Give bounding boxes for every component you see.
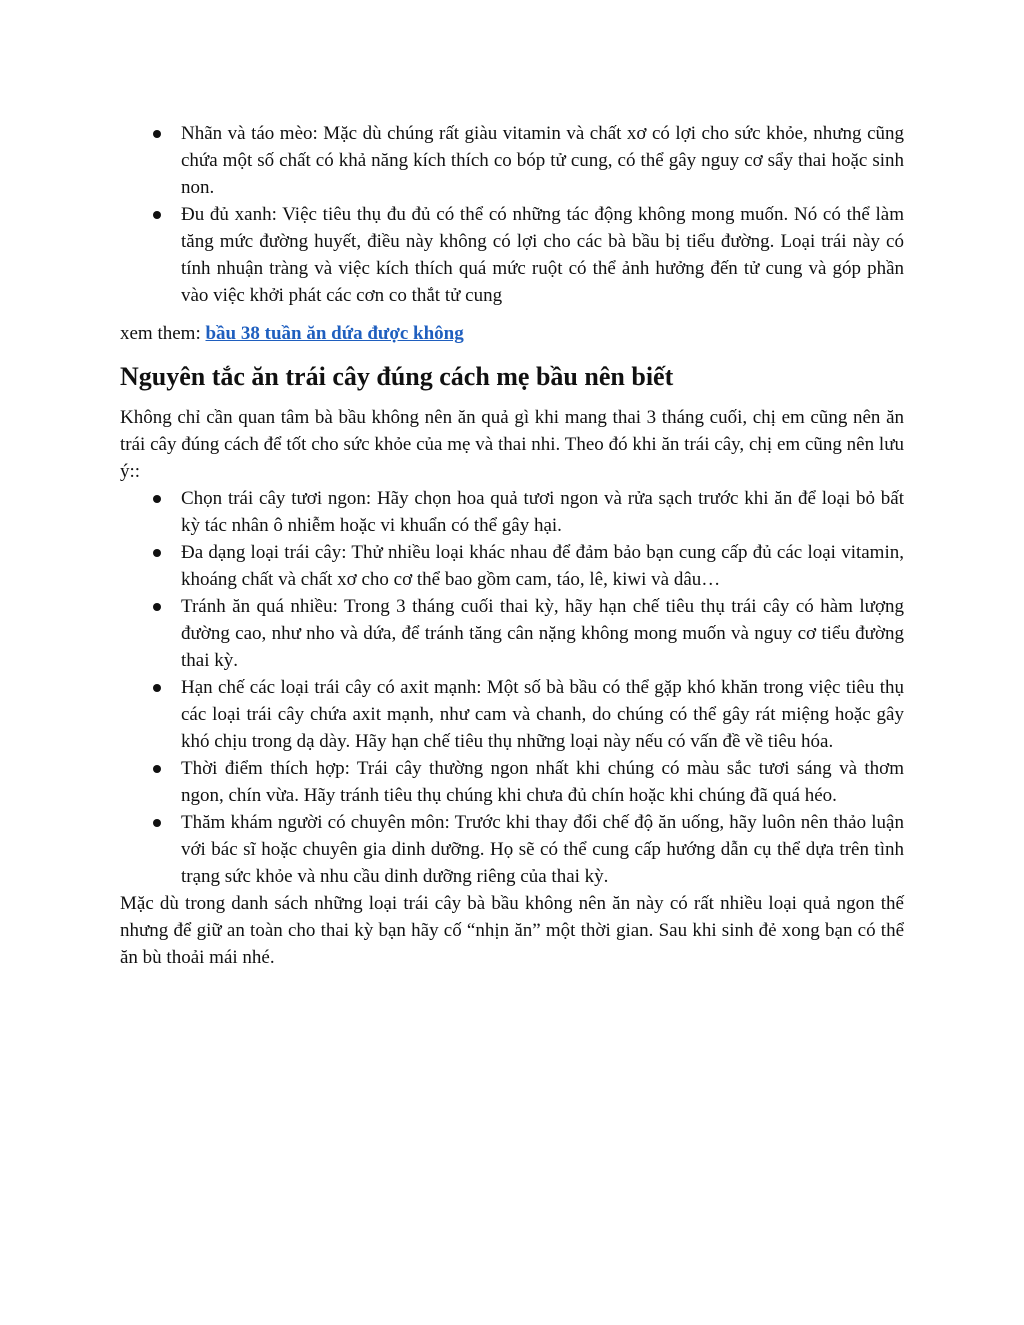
list-item <box>120 674 904 755</box>
list-item-text: Thời điểm thích hợp: Trái cây thường ngon nhất khi chúng có màu sắc tươi sáng và thơm ngon, chín vừa. Hãy tránh tiêu thụ chúng khi chưa đủ chín hoặc khi chúng đã quá héo. <box>181 758 904 806</box>
bullet-icon <box>153 495 161 503</box>
bullet-icon <box>153 603 161 611</box>
bullet-icon <box>153 819 161 827</box>
bullet-icon <box>153 549 161 557</box>
bullet-icon <box>153 211 161 219</box>
list-item <box>120 593 904 674</box>
list-item <box>120 485 904 539</box>
list-item-text: Chọn trái cây tươi ngon: Hãy chọn hoa quả tươi ngon và rửa sạch trước khi ăn để loại bỏ bất kỳ tác nhân ô nhiễm hoặc vi khuẩn có thể gây hại. <box>181 488 904 536</box>
bullet-icon <box>153 765 161 773</box>
list-item <box>120 201 904 309</box>
list-item-text: Tránh ăn quá nhiều: Trong 3 tháng cuối thai kỳ, hãy hạn chế tiêu thụ trái cây có hàm lượng đường cao, như nho và dứa, để tránh tăng cân nặng không mong muốn và nguy cơ tiểu đường thai kỳ. <box>181 596 904 671</box>
list-item-text: Thăm khám người có chuyên môn: Trước khi thay đổi chế độ ăn uống, hãy luôn nên thảo luận với bác sĩ hoặc chuyên gia dinh dưỡng. Họ sẽ có thể cung cấp hướng dẫn cụ thể dựa trên tình trạng sức khỏe và nhu cầu dinh dưỡng riêng của thai kỳ. <box>181 812 904 887</box>
list-item-text: Nhãn và táo mèo: Mặc dù chúng rất giàu vitamin và chất xơ có lợi cho sức khỏe, nhưng cũng chứa một số chất có khả năng kích thích co bóp tử cung, có thể gây nguy cơ sẩy thai hoặc sinh non. <box>181 123 904 198</box>
closing-paragraph: Mặc dù trong danh sách những loại trái cây bà bầu không nên ăn này có rất nhiều loại quả ngon thế nhưng để giữ an toàn cho thai kỳ bạn hãy cố “nhịn ăn” một thời gian. Sau khi sinh đẻ xong bạn có thể ăn bù thoải mái nhé. <box>120 893 904 968</box>
fruit-warning-list <box>120 120 904 309</box>
list-item <box>120 809 904 890</box>
section-heading: Nguyên tắc ăn trái cây đúng cách mẹ bầu nên biết <box>120 362 674 391</box>
list-item <box>120 120 904 201</box>
bullet-icon <box>153 130 161 138</box>
see-more-prefix: xem them: <box>120 323 206 344</box>
list-item-text: Đu đủ xanh: Việc tiêu thụ đu đủ có thể có những tác động không mong muốn. Nó có thể làm tăng mức đường huyết, điều này không có lợi cho các bà bầu bị tiểu đường. Loại trái này có tính nhuận tràng và việc kích thích quá mức ruột có thể ảnh hưởng đến tử cung và góp phần vào việc khởi phát các cơn co thắt tử cung <box>181 204 904 306</box>
see-more-line <box>120 320 904 347</box>
see-more-link[interactable]: bầu 38 tuần ăn dứa được không <box>205 323 464 344</box>
eating-tips-list <box>120 485 904 890</box>
list-item-text: Đa dạng loại trái cây: Thử nhiều loại khác nhau để đảm bảo bạn cung cấp đủ các loại vitamin, khoáng chất và chất xơ cho cơ thể bao gồm cam, táo, lê, kiwi và dâu… <box>181 542 904 590</box>
list-item-text: Hạn chế các loại trái cây có axit mạnh: Một số bà bầu có thể gặp khó khăn trong việc tiêu thụ các loại trái cây chứa axit mạnh, như cam và chanh, do chúng có thể gây rát miệng hoặc gây khó chịu trong dạ dày. Hãy hạn chế tiêu thụ những loại này nếu có vấn đề về tiêu hóa. <box>181 677 904 752</box>
document-page <box>120 120 904 971</box>
bullet-icon <box>153 684 161 692</box>
intro-paragraph: Không chỉ cần quan tâm bà bầu không nên ăn quả gì khi mang thai 3 tháng cuối, chị em cũng nên ăn trái cây đúng cách để tốt cho sức khỏe của mẹ và thai nhi. Theo đó khi ăn trái cây, chị em cũng nên lưu ý:: <box>120 407 904 482</box>
list-item <box>120 539 904 593</box>
list-item <box>120 755 904 809</box>
